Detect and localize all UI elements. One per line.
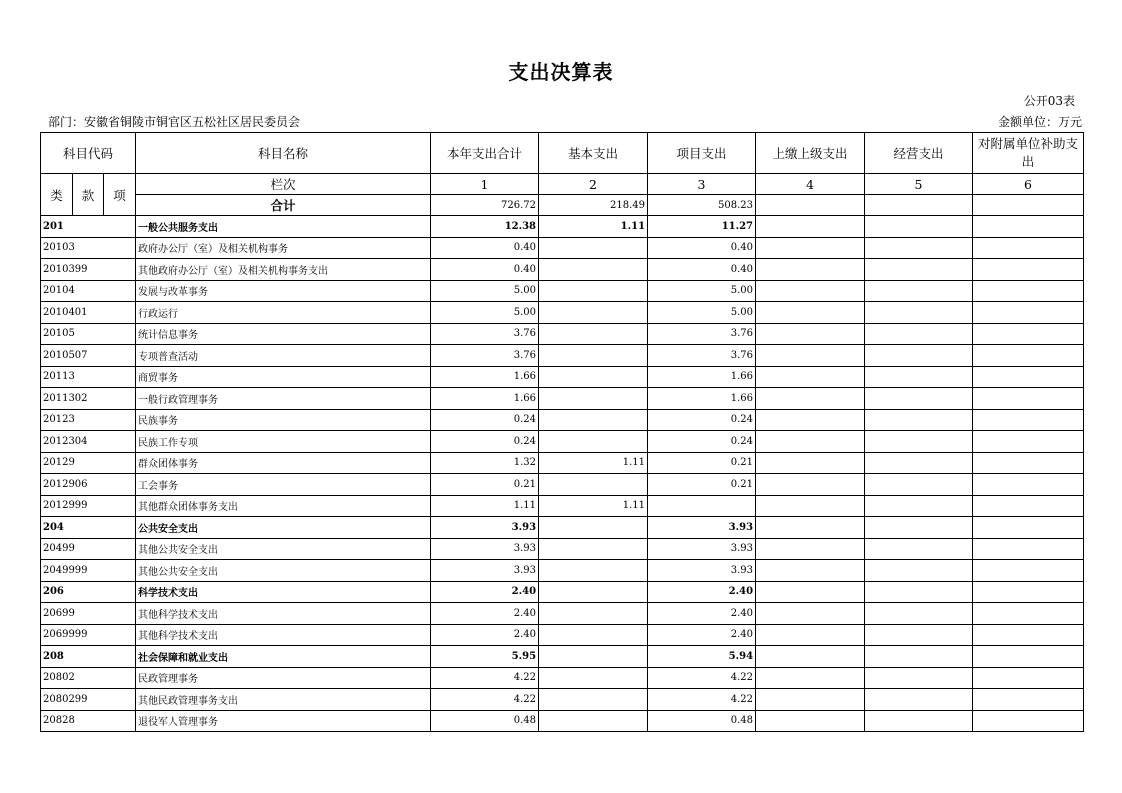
header-basic: 基本支出 <box>539 133 648 174</box>
row-name: 一般公共服务支出 <box>136 216 431 238</box>
row-subsidy <box>973 646 1084 668</box>
row-total: 2.40 <box>431 603 539 625</box>
row-subsidy <box>973 581 1084 603</box>
row-code: 2010401 <box>41 302 136 324</box>
row-project: 3.76 <box>648 345 756 367</box>
row-code: 20105 <box>41 323 136 345</box>
table-row <box>41 216 1084 238</box>
table-row <box>41 538 1084 560</box>
row-project: 1.66 <box>648 388 756 410</box>
row-subsidy <box>973 280 1084 302</box>
row-project: 2.40 <box>648 624 756 646</box>
total-subsidy <box>973 195 1084 216</box>
row-code: 20802 <box>41 667 136 689</box>
total-label: 合计 <box>136 195 431 216</box>
row-subsidy <box>973 409 1084 431</box>
row-name: 其他公共安全支出 <box>136 538 431 560</box>
row-subsidy <box>973 216 1084 238</box>
row-business <box>865 280 973 302</box>
header-business: 经营支出 <box>865 133 973 174</box>
header-project: 项目支出 <box>648 133 756 174</box>
row-business <box>865 581 973 603</box>
row-business <box>865 216 973 238</box>
table-row <box>41 259 1084 281</box>
row-total: 5.00 <box>431 280 539 302</box>
table-row <box>41 388 1084 410</box>
row-code: 204 <box>41 517 136 539</box>
row-basic <box>539 474 648 496</box>
header-code: 科目代码 <box>41 133 136 174</box>
table-row <box>41 366 1084 388</box>
row-total: 3.76 <box>431 345 539 367</box>
row-code: 20499 <box>41 538 136 560</box>
table-row <box>41 431 1084 453</box>
header-name: 科目名称 <box>136 133 431 174</box>
row-basic <box>539 624 648 646</box>
row-upper <box>756 495 865 517</box>
row-project: 0.40 <box>648 237 756 259</box>
row-name: 商贸事务 <box>136 366 431 388</box>
row-total: 3.93 <box>431 538 539 560</box>
row-total: 2.40 <box>431 624 539 646</box>
row-code: 20123 <box>41 409 136 431</box>
row-business <box>865 388 973 410</box>
row-name: 其他群众团体事务支出 <box>136 495 431 517</box>
row-total: 1.66 <box>431 388 539 410</box>
table-row <box>41 452 1084 474</box>
header-column-no: 栏次 <box>136 174 431 195</box>
row-code: 2080299 <box>41 689 136 711</box>
row-basic <box>539 667 648 689</box>
total-business <box>865 195 973 216</box>
row-basic: 1.11 <box>539 216 648 238</box>
row-code: 20828 <box>41 710 136 732</box>
row-total: 4.22 <box>431 667 539 689</box>
row-project: 0.21 <box>648 474 756 496</box>
row-basic <box>539 517 648 539</box>
row-project: 4.22 <box>648 689 756 711</box>
header-subsidy: 对附属单位补助支出 <box>973 133 1084 174</box>
row-code: 20129 <box>41 452 136 474</box>
row-subsidy <box>973 302 1084 324</box>
row-subsidy <box>973 495 1084 517</box>
row-business <box>865 710 973 732</box>
header-xiang: 项 <box>104 174 136 216</box>
header-col4: 4 <box>756 174 865 195</box>
row-total: 0.24 <box>431 431 539 453</box>
row-code: 20104 <box>41 280 136 302</box>
row-business <box>865 495 973 517</box>
row-total: 1.32 <box>431 452 539 474</box>
row-subsidy <box>973 667 1084 689</box>
row-name: 群众团体事务 <box>136 452 431 474</box>
row-code: 2011302 <box>41 388 136 410</box>
row-project: 2.40 <box>648 603 756 625</box>
row-basic <box>539 431 648 453</box>
row-project: 3.93 <box>648 517 756 539</box>
row-basic <box>539 280 648 302</box>
row-upper <box>756 667 865 689</box>
table-row <box>41 667 1084 689</box>
row-total: 3.76 <box>431 323 539 345</box>
row-basic <box>539 323 648 345</box>
row-upper <box>756 280 865 302</box>
row-code: 2010507 <box>41 345 136 367</box>
header-col6: 6 <box>973 174 1084 195</box>
expenditure-table <box>40 132 1084 732</box>
row-code: 2012906 <box>41 474 136 496</box>
row-name: 退役军人管理事务 <box>136 710 431 732</box>
row-total: 4.22 <box>431 689 539 711</box>
row-name: 民政管理事务 <box>136 667 431 689</box>
row-code: 2012304 <box>41 431 136 453</box>
row-code: 206 <box>41 581 136 603</box>
row-project: 3.93 <box>648 560 756 582</box>
header-col5: 5 <box>865 174 973 195</box>
row-upper <box>756 216 865 238</box>
total-amount: 726.72 <box>431 195 539 216</box>
table-row <box>41 624 1084 646</box>
row-upper <box>756 474 865 496</box>
row-upper <box>756 259 865 281</box>
row-project: 0.24 <box>648 431 756 453</box>
total-project: 508.23 <box>648 195 756 216</box>
row-basic <box>539 366 648 388</box>
row-project: 3.93 <box>648 538 756 560</box>
row-business <box>865 323 973 345</box>
row-basic <box>539 409 648 431</box>
row-business <box>865 646 973 668</box>
row-code: 2069999 <box>41 624 136 646</box>
row-basic: 1.11 <box>539 495 648 517</box>
table-row <box>41 280 1084 302</box>
row-business <box>865 517 973 539</box>
table-row <box>41 517 1084 539</box>
row-subsidy <box>973 431 1084 453</box>
row-basic <box>539 646 648 668</box>
row-name: 行政运行 <box>136 302 431 324</box>
header-row <box>41 133 1084 174</box>
row-name: 其他科学技术支出 <box>136 624 431 646</box>
row-project: 0.40 <box>648 259 756 281</box>
row-basic <box>539 710 648 732</box>
row-project: 11.27 <box>648 216 756 238</box>
row-business <box>865 302 973 324</box>
header-upper: 上缴上级支出 <box>756 133 865 174</box>
row-business <box>865 538 973 560</box>
total-upper <box>756 195 865 216</box>
row-total: 3.93 <box>431 517 539 539</box>
row-code: 2049999 <box>41 560 136 582</box>
row-name: 政府办公厅（室）及相关机构事务 <box>136 237 431 259</box>
row-code: 2012999 <box>41 495 136 517</box>
row-code: 201 <box>41 216 136 238</box>
row-code: 20699 <box>41 603 136 625</box>
row-total: 1.66 <box>431 366 539 388</box>
row-name: 公共安全支出 <box>136 517 431 539</box>
table-row <box>41 581 1084 603</box>
row-upper <box>756 646 865 668</box>
page-title: 支出决算表 <box>508 60 614 84</box>
header-col2: 2 <box>539 174 648 195</box>
row-total: 5.00 <box>431 302 539 324</box>
row-upper <box>756 431 865 453</box>
row-business <box>865 667 973 689</box>
row-subsidy <box>973 452 1084 474</box>
row-name: 工会事务 <box>136 474 431 496</box>
row-total: 0.21 <box>431 474 539 496</box>
row-subsidy <box>973 560 1084 582</box>
row-total: 2.40 <box>431 581 539 603</box>
row-code: 208 <box>41 646 136 668</box>
row-name: 其他公共安全支出 <box>136 560 431 582</box>
row-upper <box>756 581 865 603</box>
row-subsidy <box>973 689 1084 711</box>
row-upper <box>756 345 865 367</box>
row-name: 其他民政管理事务支出 <box>136 689 431 711</box>
row-basic <box>539 603 648 625</box>
row-subsidy <box>973 517 1084 539</box>
table-number: 公开03表 <box>1023 94 1075 108</box>
row-upper <box>756 603 865 625</box>
row-code: 20113 <box>41 366 136 388</box>
row-subsidy <box>973 538 1084 560</box>
header-col1: 1 <box>431 174 539 195</box>
row-total: 0.40 <box>431 259 539 281</box>
row-name: 社会保障和就业支出 <box>136 646 431 668</box>
row-subsidy <box>973 474 1084 496</box>
table-row <box>41 603 1084 625</box>
row-project: 5.94 <box>648 646 756 668</box>
table-row <box>41 323 1084 345</box>
row-basic <box>539 560 648 582</box>
row-upper <box>756 452 865 474</box>
header-kuan: 款 <box>73 174 104 216</box>
row-upper <box>756 517 865 539</box>
row-basic: 1.11 <box>539 452 648 474</box>
row-basic <box>539 581 648 603</box>
column-number-row <box>41 174 1084 195</box>
table-row <box>41 710 1084 732</box>
row-name: 统计信息事务 <box>136 323 431 345</box>
row-name: 专项普查活动 <box>136 345 431 367</box>
row-subsidy <box>973 624 1084 646</box>
row-project: 2.40 <box>648 581 756 603</box>
row-upper <box>756 302 865 324</box>
row-total: 12.38 <box>431 216 539 238</box>
row-total: 0.24 <box>431 409 539 431</box>
row-project: 3.76 <box>648 323 756 345</box>
row-upper <box>756 710 865 732</box>
row-basic <box>539 302 648 324</box>
row-code: 2010399 <box>41 259 136 281</box>
table-row <box>41 345 1084 367</box>
row-business <box>865 603 973 625</box>
table-row <box>41 689 1084 711</box>
row-project: 0.21 <box>648 452 756 474</box>
table-row <box>41 302 1084 324</box>
row-project: 0.24 <box>648 409 756 431</box>
row-business <box>865 689 973 711</box>
row-business <box>865 366 973 388</box>
row-upper <box>756 323 865 345</box>
row-business <box>865 560 973 582</box>
row-total: 1.11 <box>431 495 539 517</box>
header-col3: 3 <box>648 174 756 195</box>
table-row <box>41 646 1084 668</box>
table-row <box>41 495 1084 517</box>
row-business <box>865 474 973 496</box>
row-subsidy <box>973 323 1084 345</box>
row-upper <box>756 366 865 388</box>
row-business <box>865 237 973 259</box>
row-name: 发展与改革事务 <box>136 280 431 302</box>
header-total: 本年支出合计 <box>431 133 539 174</box>
row-business <box>865 452 973 474</box>
row-total: 0.48 <box>431 710 539 732</box>
row-subsidy <box>973 710 1084 732</box>
row-basic <box>539 345 648 367</box>
row-project: 0.48 <box>648 710 756 732</box>
row-name: 其他政府办公厅（室）及相关机构事务支出 <box>136 259 431 281</box>
row-project <box>648 495 756 517</box>
row-name: 一般行政管理事务 <box>136 388 431 410</box>
total-row <box>41 195 1084 216</box>
total-basic: 218.49 <box>539 195 648 216</box>
row-project: 1.66 <box>648 366 756 388</box>
row-upper <box>756 237 865 259</box>
row-name: 科学技术支出 <box>136 581 431 603</box>
row-business <box>865 409 973 431</box>
row-upper <box>756 624 865 646</box>
row-subsidy <box>973 366 1084 388</box>
row-subsidy <box>973 603 1084 625</box>
row-total: 3.93 <box>431 560 539 582</box>
row-business <box>865 345 973 367</box>
row-code: 20103 <box>41 237 136 259</box>
row-business <box>865 259 973 281</box>
row-basic <box>539 689 648 711</box>
row-basic <box>539 388 648 410</box>
row-business <box>865 624 973 646</box>
header-lei: 类 <box>41 174 73 216</box>
row-name: 其他科学技术支出 <box>136 603 431 625</box>
row-name: 民族工作专项 <box>136 431 431 453</box>
row-subsidy <box>973 237 1084 259</box>
table-row <box>41 409 1084 431</box>
row-basic <box>539 237 648 259</box>
row-subsidy <box>973 345 1084 367</box>
amount-unit-label: 金额单位：万元 <box>997 115 1082 129</box>
row-upper <box>756 409 865 431</box>
row-project: 5.00 <box>648 280 756 302</box>
row-project: 4.22 <box>648 667 756 689</box>
row-subsidy <box>973 259 1084 281</box>
row-upper <box>756 560 865 582</box>
department-label: 部门：安徽省铜陵市铜官区五松社区居民委员会 <box>48 115 301 129</box>
row-project: 5.00 <box>648 302 756 324</box>
row-basic <box>539 538 648 560</box>
row-subsidy <box>973 388 1084 410</box>
row-upper <box>756 689 865 711</box>
row-basic <box>539 259 648 281</box>
row-upper <box>756 538 865 560</box>
row-total: 0.40 <box>431 237 539 259</box>
row-upper <box>756 388 865 410</box>
table-row <box>41 474 1084 496</box>
row-business <box>865 431 973 453</box>
row-name: 民族事务 <box>136 409 431 431</box>
row-total: 5.95 <box>431 646 539 668</box>
table-row <box>41 560 1084 582</box>
table-row <box>41 237 1084 259</box>
